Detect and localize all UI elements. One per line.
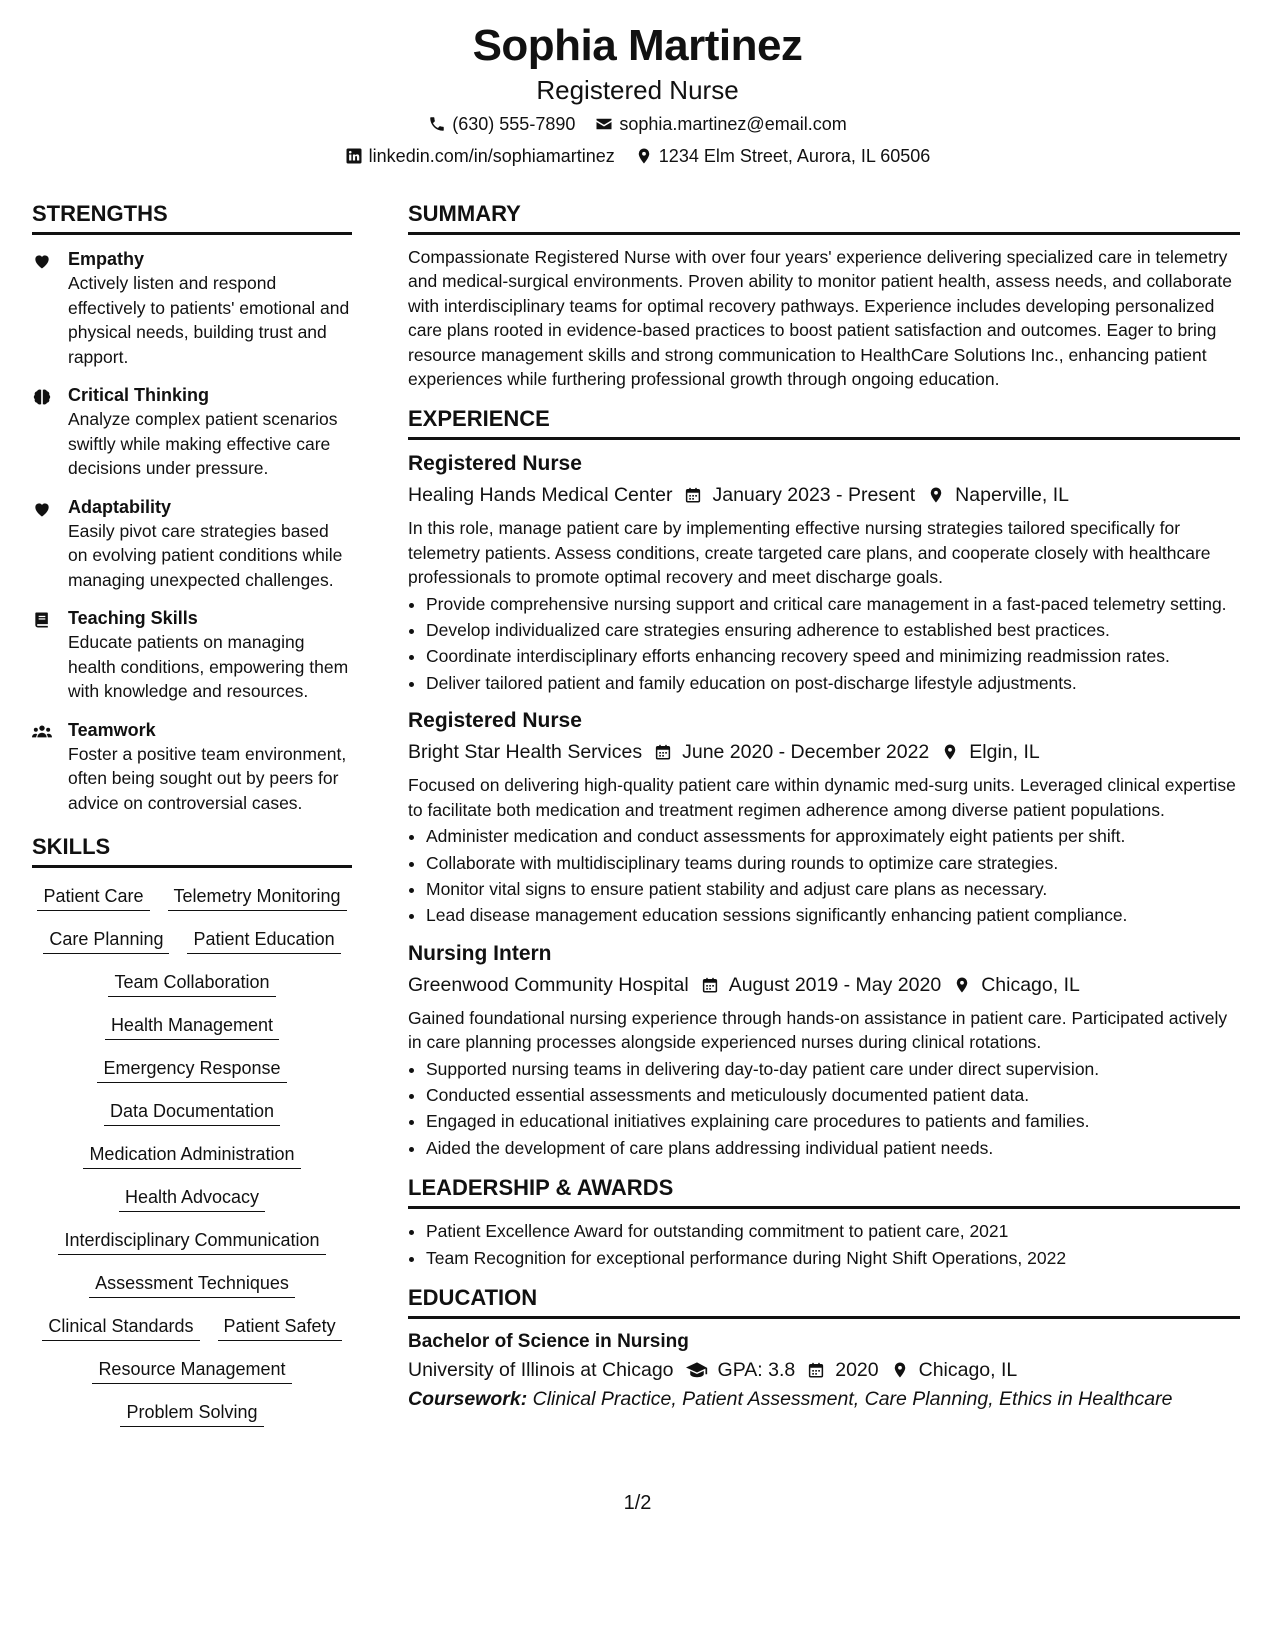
strength-desc: Easily pivot care strategies based on evolving patient conditions while managing unexpected challenges.: [68, 520, 343, 590]
graduation-cap-icon: [686, 1361, 708, 1379]
phone-icon: [428, 115, 446, 133]
job-entry: [408, 450, 1240, 695]
skills-list: [32, 878, 352, 1427]
strength-item: [32, 718, 352, 816]
school-name: University of Illinois at Chicago: [408, 1358, 674, 1381]
education-heading: EDUCATION: [408, 1284, 1240, 1319]
award-item: • Team Recognition for exceptional performance during Night Shift Operations, 2022: [426, 1246, 1240, 1270]
resume-header: [0, 20, 1275, 168]
skills-heading: SKILLS: [32, 833, 352, 868]
strength-desc: Actively listen and respond effectively to patients' emotional and physical needs, building trust and rapport.: [68, 273, 350, 367]
job-location: Naperville, IL: [955, 484, 1069, 507]
job-bullet: • Engaged in educational initiatives explaining care procedures to patients and families.: [426, 1109, 1240, 1133]
strength-item: [32, 247, 352, 369]
skill-tag: Resource Management: [92, 1357, 291, 1384]
email-contact[interactable]: [595, 112, 846, 136]
skill-tag: Emergency Response: [97, 1056, 286, 1083]
envelope-icon: [595, 115, 613, 133]
skill-tag: Data Documentation: [104, 1099, 280, 1126]
job-title: Nursing Intern: [408, 941, 552, 965]
candidate-name: Sophia Martinez: [472, 21, 803, 70]
job-bullets: [408, 824, 1240, 928]
strengths-list: [32, 245, 352, 815]
strength-title: Teamwork: [68, 719, 156, 740]
strength-item: [32, 495, 352, 593]
calendar-icon: [654, 743, 672, 761]
strength-title: Teaching Skills: [68, 608, 198, 628]
job-meta: [408, 480, 1240, 510]
skill-tag: Health Advocacy: [119, 1185, 265, 1212]
skill-tag: Interdisciplinary Communication: [58, 1228, 325, 1255]
summary-section: [408, 200, 1240, 391]
address-text: 1234 Elm Street, Aurora, IL 60506: [658, 146, 931, 166]
strength-title: Adaptability: [68, 496, 172, 517]
job-bullet: • Provide comprehensive nursing support and critical care management in a fast-paced telemetry setting.: [426, 592, 1240, 616]
linkedin-text: linkedin.com/in/sophiamartinez: [368, 146, 615, 166]
strength-title: Critical Thinking: [68, 385, 210, 405]
strength-item: [32, 606, 352, 704]
job-title: Registered Nurse: [408, 709, 582, 733]
heart-icon: [32, 247, 58, 369]
phone-contact[interactable]: [428, 112, 575, 136]
coursework-list: Clinical Practice, Patient Assessment, Care Planning, Ethics in Healthcare: [532, 1387, 1173, 1410]
strength-desc: Analyze complex patient scenarios swiftly while making effective care decisions under pressure.: [68, 409, 338, 478]
job-company: Greenwood Community Hospital: [408, 973, 689, 996]
job-bullet: • Administer medication and conduct assessments for approximately eight patients per shift.: [426, 824, 1240, 848]
skill-tag: Clinical Standards: [42, 1314, 199, 1341]
job-bullets: [408, 592, 1240, 696]
school-location: Chicago, IL: [918, 1358, 1018, 1381]
job-bullet: • Develop individualized care strategies ensuring adherence to established best practices.: [426, 618, 1240, 642]
phone-text: (630) 555-7890: [452, 114, 576, 134]
summary-heading: SUMMARY: [408, 200, 1240, 235]
job-dates: August 2019 - May 2020: [728, 973, 942, 996]
job-location: Elgin, IL: [969, 741, 1040, 764]
coursework: [408, 1385, 1240, 1413]
job-bullet: • Supported nursing teams in delivering day-to-day patient care under direct supervision.: [426, 1057, 1240, 1081]
map-pin-icon: [941, 743, 959, 761]
contact-row-2: [0, 144, 1275, 168]
awards-heading: LEADERSHIP & AWARDS: [408, 1174, 1240, 1209]
job-title: Registered Nurse: [408, 452, 582, 476]
job-bullet: • Aided the development of care plans addressing individual patient needs.: [426, 1136, 1240, 1160]
skill-tag: Patient Care: [37, 884, 149, 911]
skill-tag: Patient Safety: [218, 1314, 342, 1341]
job-location: Chicago, IL: [981, 973, 1080, 996]
contact-row-1: [0, 112, 1275, 136]
job-bullet: • Conducted essential assessments and meticulously documented patient data.: [426, 1083, 1240, 1107]
map-pin-icon: [953, 976, 971, 994]
award-item: • Patient Excellence Award for outstanding commitment to patient care, 2021: [426, 1219, 1240, 1243]
skill-tag: Assessment Techniques: [89, 1271, 295, 1298]
job-bullet: • Monitor vital signs to ensure patient stability and adjust care plans as necessary.: [426, 877, 1240, 901]
job-meta: [408, 737, 1240, 767]
strength-title: Empathy: [68, 249, 145, 269]
calendar-icon: [701, 976, 719, 994]
skill-tag: Care Planning: [43, 927, 169, 954]
experience-heading: EXPERIENCE: [408, 405, 1240, 440]
book-icon: [32, 606, 58, 704]
calendar-icon: [807, 1361, 825, 1379]
candidate-title: Registered Nurse: [536, 75, 739, 105]
map-pin-icon: [927, 486, 945, 504]
experience-section: [408, 405, 1240, 1160]
linkedin-icon: [345, 147, 363, 165]
job-meta: [408, 970, 1240, 1000]
job-description: Gained foundational nursing experience through hands-on assistance in patient care. Participated actively in care planning processes alongside experienced nurses during clinical rotations.: [408, 1007, 1228, 1053]
job-company: Bright Star Health Services: [408, 741, 643, 764]
strength-desc: Foster a positive team environment, often being sought out by peers for advice on controversial cases.: [68, 743, 347, 813]
strengths-heading: STRENGTHS: [32, 200, 352, 235]
awards-list: [408, 1219, 1240, 1270]
page-number: 1/2: [623, 1492, 652, 1514]
job-company: Healing Hands Medical Center: [408, 484, 673, 507]
brain-icon: [32, 383, 58, 481]
graduation-year: 2020: [835, 1358, 879, 1381]
skill-tag: Medication Administration: [83, 1142, 300, 1169]
strength-item: [32, 383, 352, 481]
degree-title: Bachelor of Science in Nursing: [408, 1330, 689, 1352]
strength-desc: Educate patients on managing health conditions, empowering them with knowledge and resources.: [68, 632, 349, 701]
email-text: sophia.martinez@email.com: [619, 114, 847, 134]
heart-icon: [32, 495, 58, 593]
linkedin-contact[interactable]: [345, 144, 615, 168]
skill-tag: Health Management: [105, 1013, 279, 1040]
address-contact: [635, 144, 931, 168]
left-column: [32, 200, 352, 1427]
job-description: Focused on delivering high-quality patient care within dynamic med-surg units. Leveraged clinical expertise to facilitate both medication and treatment regimen adherence among diverse patient populations.: [408, 775, 1236, 820]
job-bullet: • Lead disease management education sessions significantly enhancing patient compliance.: [426, 903, 1240, 927]
job-entry: [408, 707, 1240, 927]
awards-section: [408, 1174, 1240, 1270]
job-bullets: [408, 1057, 1240, 1161]
job-bullet: • Deliver tailored patient and family education on post-discharge lifestyle adjustments.: [426, 671, 1240, 695]
job-entry: [408, 940, 1240, 1160]
skill-tag: Patient Education: [187, 927, 340, 954]
summary-text: Compassionate Registered Nurse with over four years' experience delivering specialized care in telemetry and medical-surgical environments. Proven ability to monitor patient health, assess needs, and collaborate with interdisciplinary teams for optimal recovery pathways. Experience includes developing personalized care plans rooted in evidence-based practices to boost patient satisfaction and outcomes. Eager to bring resource management skills and strong communication to HealthCare Solutions Inc., enhancing patient experiences while furthering professional growth through ongoing education.: [408, 247, 1232, 390]
right-column: [408, 200, 1240, 1425]
job-dates: January 2023 - Present: [712, 484, 916, 507]
skill-tag: Team Collaboration: [108, 970, 275, 997]
job-description: In this role, manage patient care by implementing effective nursing strategies tailored specifically for telemetry patients. Assess conditions, create targeted care plans, and cooperate closely with healthcare professionals to promote optimal recovery and meet discharge goals.: [408, 518, 1211, 588]
map-pin-icon: [635, 147, 653, 165]
users-icon: [32, 718, 58, 816]
job-bullet: • Collaborate with multidisciplinary teams during rounds to optimize care strategies.: [426, 851, 1240, 875]
map-pin-icon: [891, 1361, 909, 1379]
calendar-icon: [684, 486, 702, 504]
job-bullet: • Coordinate interdisciplinary efforts enhancing recovery speed and minimizing readmission rates.: [426, 644, 1240, 668]
job-dates: June 2020 - December 2022: [682, 741, 930, 764]
coursework-label: Coursework:: [408, 1387, 528, 1410]
education-section: [408, 1284, 1240, 1413]
gpa-text: GPA: 3.8: [717, 1358, 796, 1381]
skill-tag: Telemetry Monitoring: [168, 884, 347, 911]
skill-tag: Problem Solving: [120, 1400, 263, 1427]
education-meta: [408, 1355, 1240, 1385]
